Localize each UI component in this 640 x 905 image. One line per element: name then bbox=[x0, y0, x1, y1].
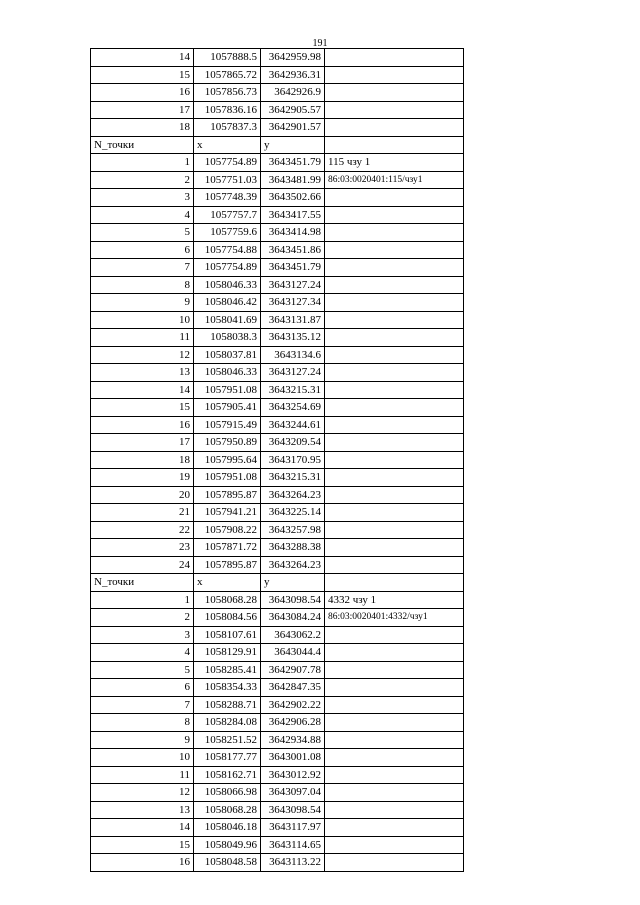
y-coordinate-cell: 3643451.79 bbox=[261, 259, 325, 277]
x-coordinate-cell: 1058177.77 bbox=[194, 749, 261, 767]
table-row bbox=[91, 854, 464, 872]
point-number-cell: 19 bbox=[91, 469, 194, 487]
y-coordinate-cell: 3643264.23 bbox=[261, 556, 325, 574]
point-number-cell: 7 bbox=[91, 696, 194, 714]
x-coordinate-cell: 1058046.42 bbox=[194, 294, 261, 312]
note-cell bbox=[325, 434, 464, 452]
table-header-row bbox=[91, 574, 464, 592]
table-row bbox=[91, 661, 464, 679]
y-coordinate-cell: 3642847.35 bbox=[261, 679, 325, 697]
point-number-cell: 21 bbox=[91, 504, 194, 522]
point-number-cell: 8 bbox=[91, 714, 194, 732]
table-row bbox=[91, 416, 464, 434]
y-coordinate-cell: 3642906.28 bbox=[261, 714, 325, 732]
point-number-cell: 2 bbox=[91, 609, 194, 627]
table-row bbox=[91, 66, 464, 84]
y-coordinate-cell: 3642926.9 bbox=[261, 84, 325, 102]
point-number-cell: 13 bbox=[91, 364, 194, 382]
x-coordinate-cell: 1057751.03 bbox=[194, 171, 261, 189]
point-number-cell: 12 bbox=[91, 784, 194, 802]
note-cell bbox=[325, 451, 464, 469]
note-cell bbox=[325, 801, 464, 819]
x-coordinate-cell: 1057759.6 bbox=[194, 224, 261, 242]
y-coordinate-cell: 3643127.34 bbox=[261, 294, 325, 312]
header-point-number: N_точки bbox=[91, 574, 194, 592]
y-coordinate-cell: 3643417.55 bbox=[261, 206, 325, 224]
y-coordinate-cell: 3643044.4 bbox=[261, 644, 325, 662]
note-cell bbox=[325, 206, 464, 224]
y-coordinate-cell: 3643098.54 bbox=[261, 801, 325, 819]
table-row bbox=[91, 311, 464, 329]
note-cell bbox=[325, 504, 464, 522]
x-coordinate-cell: 1057856.73 bbox=[194, 84, 261, 102]
point-number-cell: 3 bbox=[91, 189, 194, 207]
table-row bbox=[91, 101, 464, 119]
x-coordinate-cell: 1058046.33 bbox=[194, 364, 261, 382]
table-header-row bbox=[91, 136, 464, 154]
y-coordinate-cell: 3642907.78 bbox=[261, 661, 325, 679]
y-coordinate-cell: 3643062.2 bbox=[261, 626, 325, 644]
note-cell bbox=[325, 836, 464, 854]
table-row bbox=[91, 206, 464, 224]
note-cell bbox=[325, 101, 464, 119]
table-row bbox=[91, 259, 464, 277]
page-number: 191 bbox=[312, 38, 328, 49]
x-coordinate-cell: 1058107.61 bbox=[194, 626, 261, 644]
note-cell bbox=[325, 346, 464, 364]
x-coordinate-cell: 1058162.71 bbox=[194, 766, 261, 784]
table-row bbox=[91, 294, 464, 312]
point-number-cell: 8 bbox=[91, 276, 194, 294]
note-cell bbox=[325, 381, 464, 399]
x-coordinate-cell: 1058251.52 bbox=[194, 731, 261, 749]
note-cell bbox=[325, 696, 464, 714]
point-number-cell: 2 bbox=[91, 171, 194, 189]
x-coordinate-cell: 1058041.69 bbox=[194, 311, 261, 329]
y-coordinate-cell: 3643097.04 bbox=[261, 784, 325, 802]
y-coordinate-cell: 3642901.57 bbox=[261, 119, 325, 137]
table-row bbox=[91, 451, 464, 469]
table-row bbox=[91, 731, 464, 749]
note-cell bbox=[325, 364, 464, 382]
y-coordinate-cell: 3642902.22 bbox=[261, 696, 325, 714]
note-cell bbox=[325, 784, 464, 802]
x-coordinate-cell: 1057865.72 bbox=[194, 66, 261, 84]
note-cell bbox=[325, 469, 464, 487]
point-number-cell: 10 bbox=[91, 311, 194, 329]
note-cell bbox=[325, 644, 464, 662]
header-y: y bbox=[261, 574, 325, 592]
y-coordinate-cell: 3642936.31 bbox=[261, 66, 325, 84]
y-coordinate-cell: 3643502.66 bbox=[261, 189, 325, 207]
x-coordinate-cell: 1057895.87 bbox=[194, 486, 261, 504]
point-number-cell: 22 bbox=[91, 521, 194, 539]
x-coordinate-cell: 1057754.88 bbox=[194, 241, 261, 259]
table-row bbox=[91, 329, 464, 347]
table-row bbox=[91, 591, 464, 609]
y-coordinate-cell: 3643001.08 bbox=[261, 749, 325, 767]
point-number-cell: 14 bbox=[91, 49, 194, 67]
y-coordinate-cell: 3643244.61 bbox=[261, 416, 325, 434]
table-row bbox=[91, 504, 464, 522]
x-coordinate-cell: 1057836.16 bbox=[194, 101, 261, 119]
x-coordinate-cell: 1057950.89 bbox=[194, 434, 261, 452]
point-number-cell: 24 bbox=[91, 556, 194, 574]
point-number-cell: 13 bbox=[91, 801, 194, 819]
point-number-cell: 5 bbox=[91, 661, 194, 679]
point-number-cell: 20 bbox=[91, 486, 194, 504]
note-cell bbox=[325, 66, 464, 84]
y-coordinate-cell: 3643131.87 bbox=[261, 311, 325, 329]
y-coordinate-cell: 3643209.54 bbox=[261, 434, 325, 452]
coordinates-table-body bbox=[91, 49, 464, 872]
point-number-cell: 10 bbox=[91, 749, 194, 767]
table-row bbox=[91, 189, 464, 207]
table-row bbox=[91, 241, 464, 259]
point-number-cell: 11 bbox=[91, 766, 194, 784]
note-cell bbox=[325, 259, 464, 277]
y-coordinate-cell: 3643114.65 bbox=[261, 836, 325, 854]
table-row bbox=[91, 696, 464, 714]
note-cell bbox=[325, 679, 464, 697]
note-cell bbox=[325, 819, 464, 837]
note-cell bbox=[325, 329, 464, 347]
table-row bbox=[91, 714, 464, 732]
note-cell: 86:03:0020401:115/чзу1 bbox=[325, 171, 464, 189]
table-row bbox=[91, 819, 464, 837]
point-number-cell: 16 bbox=[91, 416, 194, 434]
header-x: x bbox=[194, 136, 261, 154]
y-coordinate-cell: 3643084.24 bbox=[261, 609, 325, 627]
point-number-cell: 5 bbox=[91, 224, 194, 242]
x-coordinate-cell: 1058354.33 bbox=[194, 679, 261, 697]
note-cell bbox=[325, 399, 464, 417]
x-coordinate-cell: 1058084.56 bbox=[194, 609, 261, 627]
y-coordinate-cell: 3642959.98 bbox=[261, 49, 325, 67]
table-row bbox=[91, 644, 464, 662]
point-number-cell: 16 bbox=[91, 854, 194, 872]
x-coordinate-cell: 1058046.18 bbox=[194, 819, 261, 837]
point-number-cell: 3 bbox=[91, 626, 194, 644]
note-cell bbox=[325, 311, 464, 329]
table-row bbox=[91, 626, 464, 644]
x-coordinate-cell: 1058129.91 bbox=[194, 644, 261, 662]
table-row bbox=[91, 119, 464, 137]
x-coordinate-cell: 1058068.28 bbox=[194, 591, 261, 609]
x-coordinate-cell: 1058066.98 bbox=[194, 784, 261, 802]
table-row bbox=[91, 539, 464, 557]
point-number-cell: 18 bbox=[91, 451, 194, 469]
point-number-cell: 1 bbox=[91, 591, 194, 609]
note-cell bbox=[325, 84, 464, 102]
x-coordinate-cell: 1058038.3 bbox=[194, 329, 261, 347]
x-coordinate-cell: 1058049.96 bbox=[194, 836, 261, 854]
point-number-cell: 17 bbox=[91, 101, 194, 119]
note-cell bbox=[325, 486, 464, 504]
x-coordinate-cell: 1057895.87 bbox=[194, 556, 261, 574]
point-number-cell: 14 bbox=[91, 381, 194, 399]
point-number-cell: 14 bbox=[91, 819, 194, 837]
x-coordinate-cell: 1057837.3 bbox=[194, 119, 261, 137]
table-row bbox=[91, 49, 464, 67]
note-cell bbox=[325, 294, 464, 312]
x-coordinate-cell: 1057915.49 bbox=[194, 416, 261, 434]
point-number-cell: 9 bbox=[91, 731, 194, 749]
point-number-cell: 18 bbox=[91, 119, 194, 137]
point-number-cell: 15 bbox=[91, 836, 194, 854]
y-coordinate-cell: 3643127.24 bbox=[261, 276, 325, 294]
y-coordinate-cell: 3643257.98 bbox=[261, 521, 325, 539]
x-coordinate-cell: 1058046.33 bbox=[194, 276, 261, 294]
point-number-cell: 12 bbox=[91, 346, 194, 364]
note-cell bbox=[325, 714, 464, 732]
note-cell bbox=[325, 49, 464, 67]
table-row bbox=[91, 766, 464, 784]
table-row bbox=[91, 784, 464, 802]
note-cell bbox=[325, 749, 464, 767]
x-coordinate-cell: 1057754.89 bbox=[194, 154, 261, 172]
y-coordinate-cell: 3643117.97 bbox=[261, 819, 325, 837]
table-row bbox=[91, 469, 464, 487]
y-coordinate-cell: 3643264.23 bbox=[261, 486, 325, 504]
table-row bbox=[91, 399, 464, 417]
table-row bbox=[91, 801, 464, 819]
point-number-cell: 4 bbox=[91, 644, 194, 662]
note-cell bbox=[325, 241, 464, 259]
point-number-cell: 17 bbox=[91, 434, 194, 452]
table-row bbox=[91, 346, 464, 364]
table-row bbox=[91, 679, 464, 697]
y-coordinate-cell: 3643225.14 bbox=[261, 504, 325, 522]
x-coordinate-cell: 1058037.81 bbox=[194, 346, 261, 364]
x-coordinate-cell: 1058288.71 bbox=[194, 696, 261, 714]
y-coordinate-cell: 3643215.31 bbox=[261, 469, 325, 487]
point-number-cell: 6 bbox=[91, 241, 194, 259]
point-number-cell: 15 bbox=[91, 66, 194, 84]
table-row bbox=[91, 434, 464, 452]
x-coordinate-cell: 1057905.41 bbox=[194, 399, 261, 417]
note-cell bbox=[325, 556, 464, 574]
table-row bbox=[91, 749, 464, 767]
coordinates-table bbox=[90, 48, 464, 872]
x-coordinate-cell: 1057888.5 bbox=[194, 49, 261, 67]
note-cell: 115 чзу 1 bbox=[325, 154, 464, 172]
note-cell: 86:03:0020401:4332/чзу1 bbox=[325, 609, 464, 627]
header-note bbox=[325, 574, 464, 592]
x-coordinate-cell: 1057908.22 bbox=[194, 521, 261, 539]
note-cell bbox=[325, 276, 464, 294]
point-number-cell: 16 bbox=[91, 84, 194, 102]
y-coordinate-cell: 3643098.54 bbox=[261, 591, 325, 609]
y-coordinate-cell: 3643451.86 bbox=[261, 241, 325, 259]
table-row bbox=[91, 171, 464, 189]
table-row bbox=[91, 224, 464, 242]
y-coordinate-cell: 3642905.57 bbox=[261, 101, 325, 119]
y-coordinate-cell: 3643127.24 bbox=[261, 364, 325, 382]
x-coordinate-cell: 1058284.08 bbox=[194, 714, 261, 732]
y-coordinate-cell: 3643012.92 bbox=[261, 766, 325, 784]
header-y: y bbox=[261, 136, 325, 154]
table-row bbox=[91, 836, 464, 854]
x-coordinate-cell: 1057951.08 bbox=[194, 469, 261, 487]
y-coordinate-cell: 3642934.88 bbox=[261, 731, 325, 749]
table-row bbox=[91, 154, 464, 172]
point-number-cell: 15 bbox=[91, 399, 194, 417]
y-coordinate-cell: 3643113.22 bbox=[261, 854, 325, 872]
point-number-cell: 4 bbox=[91, 206, 194, 224]
x-coordinate-cell: 1057757.7 bbox=[194, 206, 261, 224]
point-number-cell: 6 bbox=[91, 679, 194, 697]
y-coordinate-cell: 3643481.99 bbox=[261, 171, 325, 189]
header-note bbox=[325, 136, 464, 154]
note-cell bbox=[325, 731, 464, 749]
table-row bbox=[91, 84, 464, 102]
note-cell bbox=[325, 189, 464, 207]
table-row bbox=[91, 556, 464, 574]
point-number-cell: 1 bbox=[91, 154, 194, 172]
note-cell bbox=[325, 416, 464, 434]
note-cell bbox=[325, 854, 464, 872]
table-row bbox=[91, 609, 464, 627]
note-cell bbox=[325, 119, 464, 137]
y-coordinate-cell: 3643288.38 bbox=[261, 539, 325, 557]
note-cell bbox=[325, 224, 464, 242]
point-number-cell: 11 bbox=[91, 329, 194, 347]
y-coordinate-cell: 3643414.98 bbox=[261, 224, 325, 242]
table-row bbox=[91, 381, 464, 399]
table-row bbox=[91, 486, 464, 504]
x-coordinate-cell: 1058048.58 bbox=[194, 854, 261, 872]
note-cell: 4332 чзу 1 bbox=[325, 591, 464, 609]
table-row bbox=[91, 521, 464, 539]
table-row bbox=[91, 364, 464, 382]
y-coordinate-cell: 3643134.6 bbox=[261, 346, 325, 364]
x-coordinate-cell: 1057995.64 bbox=[194, 451, 261, 469]
y-coordinate-cell: 3643170.95 bbox=[261, 451, 325, 469]
y-coordinate-cell: 3643254.69 bbox=[261, 399, 325, 417]
note-cell bbox=[325, 521, 464, 539]
point-number-cell: 9 bbox=[91, 294, 194, 312]
note-cell bbox=[325, 539, 464, 557]
x-coordinate-cell: 1057871.72 bbox=[194, 539, 261, 557]
note-cell bbox=[325, 766, 464, 784]
x-coordinate-cell: 1057748.39 bbox=[194, 189, 261, 207]
y-coordinate-cell: 3643135.12 bbox=[261, 329, 325, 347]
x-coordinate-cell: 1057941.21 bbox=[194, 504, 261, 522]
x-coordinate-cell: 1057754.89 bbox=[194, 259, 261, 277]
y-coordinate-cell: 3643215.31 bbox=[261, 381, 325, 399]
note-cell bbox=[325, 661, 464, 679]
x-coordinate-cell: 1057951.08 bbox=[194, 381, 261, 399]
y-coordinate-cell: 3643451.79 bbox=[261, 154, 325, 172]
point-number-cell: 23 bbox=[91, 539, 194, 557]
table-row bbox=[91, 276, 464, 294]
note-cell bbox=[325, 626, 464, 644]
header-point-number: N_точки bbox=[91, 136, 194, 154]
x-coordinate-cell: 1058285.41 bbox=[194, 661, 261, 679]
point-number-cell: 7 bbox=[91, 259, 194, 277]
header-x: x bbox=[194, 574, 261, 592]
x-coordinate-cell: 1058068.28 bbox=[194, 801, 261, 819]
